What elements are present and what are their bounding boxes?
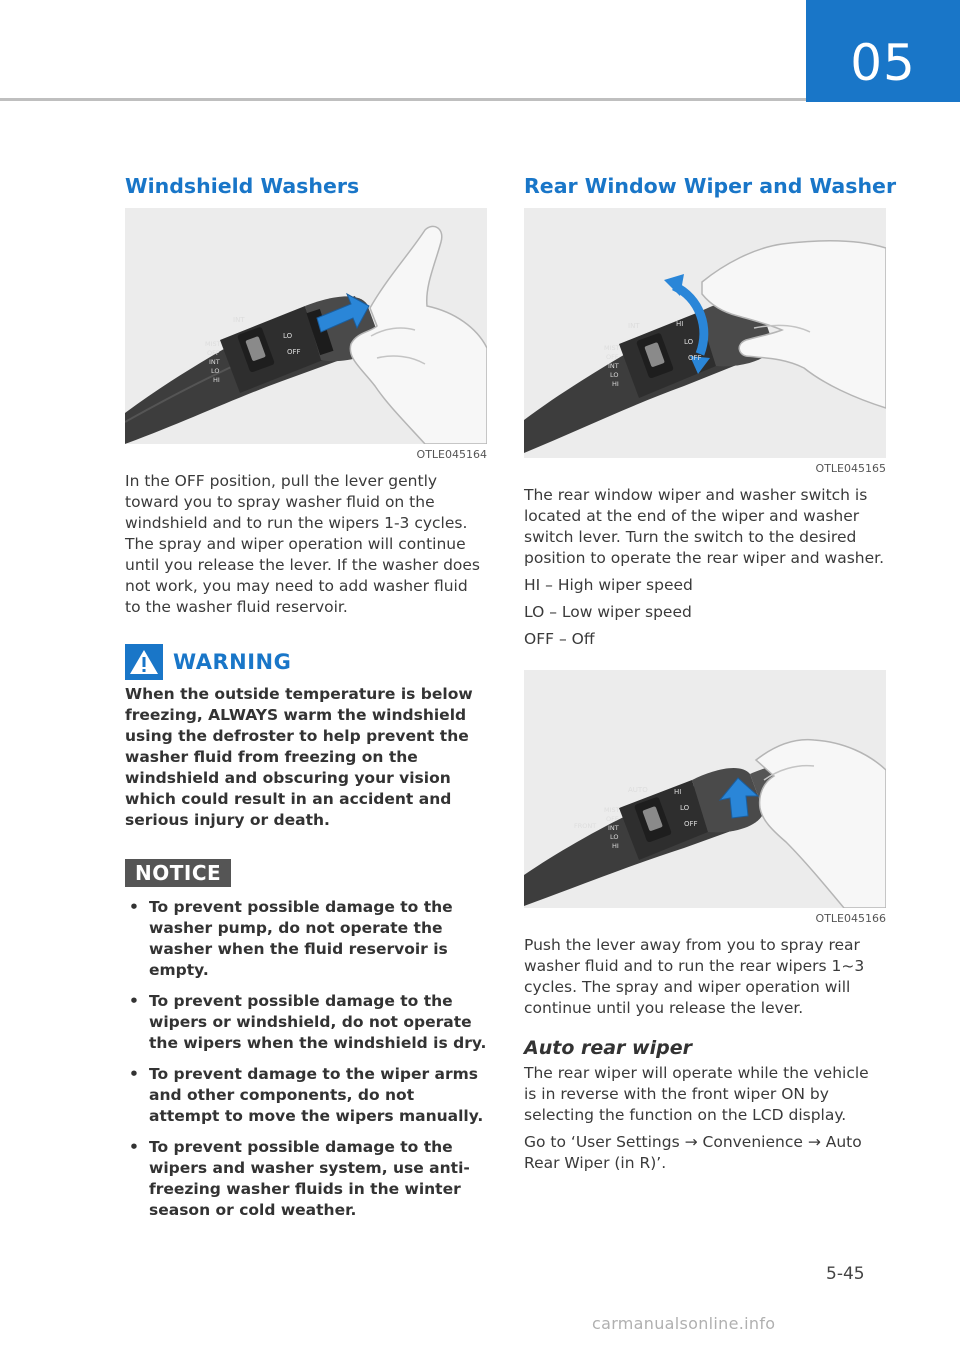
warning-header xyxy=(125,644,487,680)
label-off-ring: OFF xyxy=(684,820,698,828)
label-mist: MIST xyxy=(604,344,620,352)
label-mist: MIST xyxy=(205,340,221,348)
notice-item: • To prevent damage to the wiper arms and other components, do not attempt to move the wipers manually. xyxy=(125,1064,487,1127)
label-hi: HI xyxy=(612,380,619,388)
label-int: INT xyxy=(209,358,220,366)
label-front: FRONT xyxy=(574,822,597,830)
rear-washer-instructions: Push the lever away from you to spray rear washer fluid and to run the rear wipers 1~3 cycles. The spray and wiper operation will continue until you release the lever. xyxy=(524,936,865,1017)
label-off: OFF xyxy=(207,349,220,357)
figure1-code: OTLE045165 xyxy=(815,462,886,475)
chapter-tab xyxy=(806,0,960,102)
section-title-windshield-washers: Windshield Washers xyxy=(125,174,360,198)
notice-badge: NOTICE xyxy=(125,859,231,887)
label-lo-ring: LO xyxy=(684,338,694,346)
label-lo: LO xyxy=(610,833,619,841)
figure-rear-washer-push xyxy=(524,670,886,908)
label-hi-ring: HI xyxy=(676,320,684,328)
figure2-code: OTLE045166 xyxy=(815,912,886,925)
warning-triangle-icon xyxy=(125,644,163,680)
label-int-ring: INT xyxy=(628,322,640,330)
rear-washer-illustration xyxy=(524,670,886,908)
rear-switch-description: The rear window wiper and washer switch is located at the end of the wiper and washer switch lever. Turn the switch to the desired position to operate the rear wiper and washer. xyxy=(524,486,885,567)
section-title-rear-wiper: Rear Window Wiper and Washer xyxy=(524,174,897,198)
lever-illustration xyxy=(125,208,487,444)
notice-list xyxy=(125,897,487,1221)
label-off-ring: OFF xyxy=(287,348,301,356)
left-column xyxy=(125,170,487,1231)
label-int: INT xyxy=(608,824,619,832)
right-column xyxy=(524,170,897,1174)
figure-windshield-washer-lever xyxy=(125,208,487,444)
label-off-ring: OFF xyxy=(688,354,702,362)
user-settings-path: Go to ‘User Settings → Convenience → Auto Rear Wiper (in R)’. xyxy=(524,1133,862,1172)
header-rule xyxy=(0,98,806,101)
label-lo: LO xyxy=(610,371,619,379)
label-lo: LO xyxy=(211,367,220,375)
label-off: OFF xyxy=(606,815,619,823)
page-number: 5-45 xyxy=(826,1264,865,1284)
label-int-ring: INT xyxy=(233,316,245,324)
mode-off: OFF – Off xyxy=(524,630,595,648)
auto-rear-wiper-text: The rear wiper will operate while the vehicle is in reverse with the front wiper ON by selecting the function on the LCD display. xyxy=(524,1064,869,1124)
label-lo-ring: LO xyxy=(283,332,293,340)
label-hi: HI xyxy=(612,842,619,850)
figure-rear-wiper-switch xyxy=(524,208,886,458)
label-lo-ring: LO xyxy=(680,804,690,812)
label-off: OFF xyxy=(606,353,619,361)
warning-title: WARNING xyxy=(173,650,292,674)
label-mist: MIST xyxy=(604,806,620,814)
notice-item: • To prevent possible damage to the wipers and washer system, use anti-freezing washer fluids in the winter season or cold weather. xyxy=(125,1137,487,1221)
subheading-auto-rear-wiper: Auto rear wiper xyxy=(524,1037,692,1059)
watermark: carmanualsonline.info xyxy=(592,1314,776,1333)
mode-lo: LO – Low wiper speed xyxy=(524,603,692,621)
notice-item: • To prevent possible damage to the wipers or windshield, do not operate the wipers when the windshield is dry. xyxy=(125,991,487,1054)
label-auto: AUTO xyxy=(628,786,648,794)
label-hi: HI xyxy=(213,376,220,384)
warning-text: When the outside temperature is below freezing, ALWAYS warm the windshield using the defroster to help prevent the washer fluid from freezing on the windshield and obscuring your vision which could result in an accident and serious injury or death. xyxy=(125,685,473,829)
figure-code: OTLE045164 xyxy=(416,448,487,461)
chapter-number: 05 xyxy=(850,34,916,92)
mode-hi: HI – High wiper speed xyxy=(524,576,693,594)
label-int: INT xyxy=(608,362,619,370)
label-hi-ring: HI xyxy=(674,788,682,796)
rear-switch-illustration xyxy=(524,208,886,458)
notice-item: • To prevent possible damage to the washer pump, do not operate the washer when the fluid reservoir is empty. xyxy=(125,897,487,981)
washer-instructions: In the OFF position, pull the lever gently toward you to spray washer fluid on the windshield and to run the wipers 1-3 cycles. The spray and wiper operation will continue until you release the lever. If the washer does not work, you may need to add washer fluid to the washer fluid reservoir. xyxy=(125,472,481,616)
